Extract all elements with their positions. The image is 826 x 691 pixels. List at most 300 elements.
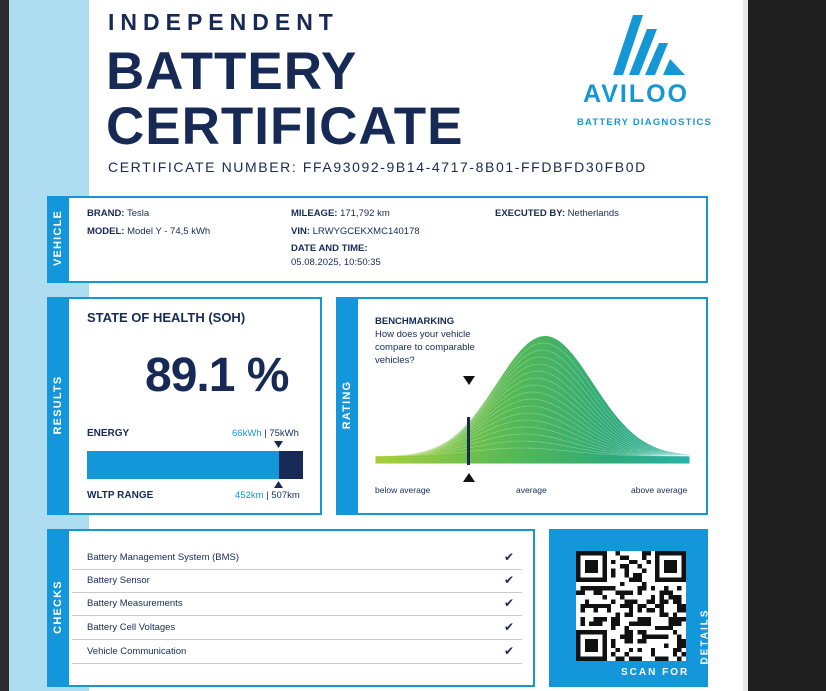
qr-module — [576, 635, 580, 639]
vin-label: VIN: — [291, 226, 310, 237]
window-left-edge — [0, 0, 9, 691]
qr-module — [629, 591, 633, 595]
qr-module — [642, 604, 646, 608]
qr-module — [651, 586, 655, 590]
model-value: Model Y - 74,5 kWh — [127, 226, 211, 237]
qr-module — [638, 617, 642, 621]
qr-module — [655, 577, 659, 581]
qr-module — [598, 591, 602, 595]
energy-label: ENERGY — [87, 428, 130, 439]
qr-module — [624, 639, 628, 643]
qr-module — [624, 564, 628, 568]
qr-module — [598, 604, 602, 608]
qr-module — [642, 586, 646, 590]
certificate-number-label: CERTIFICATE NUMBER: — [108, 159, 298, 175]
qr-module — [602, 569, 606, 573]
qr-module — [682, 639, 686, 643]
qr-module — [638, 621, 642, 625]
qr-module — [638, 586, 642, 590]
qr-module — [620, 564, 624, 568]
qr-module — [638, 591, 642, 595]
check-row — [72, 593, 522, 616]
qr-module — [629, 560, 633, 564]
qr-module — [589, 577, 593, 581]
qr-module — [668, 621, 672, 625]
qr-module — [629, 577, 633, 581]
qr-module — [677, 608, 681, 612]
qr-module — [629, 635, 633, 639]
qr-module — [646, 551, 650, 555]
brand-label: BRAND: — [87, 208, 125, 219]
qr-module — [668, 577, 672, 581]
qr-module — [633, 621, 637, 625]
qr-module — [655, 569, 659, 573]
qr-module — [638, 573, 642, 577]
qr-module — [629, 604, 633, 608]
qr-module — [576, 630, 580, 634]
range-current: 452km — [235, 490, 264, 501]
qr-module — [585, 604, 589, 608]
qr-module — [638, 577, 642, 581]
qr-module — [629, 639, 633, 643]
qr-module — [580, 591, 584, 595]
qr-module — [589, 564, 593, 568]
mileage-value: 171,792 km — [340, 208, 390, 219]
soh-bar-bottom-pointer-icon — [274, 480, 284, 490]
qr-module — [594, 591, 598, 595]
qr-module — [655, 560, 659, 564]
results-tab — [47, 297, 69, 515]
qr-module — [668, 569, 672, 573]
vehicle-tab — [47, 196, 69, 283]
qr-module — [673, 560, 677, 564]
qr-module — [677, 639, 681, 643]
check-label: Battery Sensor — [87, 575, 150, 586]
qr-module — [602, 555, 606, 559]
qr-module — [668, 626, 672, 630]
qr-module — [642, 639, 646, 643]
check-row — [72, 547, 522, 570]
benchmarking-title: BENCHMARKING — [375, 316, 455, 327]
qr-module — [673, 577, 677, 581]
qr-module — [682, 604, 686, 608]
qr-module — [677, 635, 681, 639]
qr-module — [602, 573, 606, 577]
qr-module — [602, 577, 606, 581]
checkmark-icon: ✔ — [504, 596, 515, 610]
qr-module — [594, 564, 598, 568]
title-battery: BATTERY — [106, 42, 358, 101]
executed-value: Netherlands — [567, 208, 619, 219]
certificate-number-value: FFA93092-9B14-4717-8B01-FFDBFD30FB0D — [302, 159, 647, 175]
qr-module — [611, 573, 615, 577]
qr-module — [638, 608, 642, 612]
qr-module — [576, 573, 580, 577]
check-label: Battery Cell Voltages — [87, 622, 176, 633]
qr-module — [677, 657, 681, 661]
qr-module — [655, 564, 659, 568]
qr-module — [585, 599, 589, 603]
qr-module — [580, 577, 584, 581]
qr-module — [682, 643, 686, 647]
qr-module — [673, 648, 677, 652]
qr-module — [655, 626, 659, 630]
qr-module — [616, 621, 620, 625]
qr-module — [607, 586, 611, 590]
range-values — [235, 490, 300, 501]
qr-module — [668, 560, 672, 564]
qr-module — [589, 657, 593, 661]
results-tab-label: RESULTS — [52, 375, 64, 435]
brand-value: Tesla — [126, 208, 150, 219]
window-right-background — [748, 0, 826, 691]
aviloo-wordmark: AVILOO — [583, 80, 689, 108]
qr-module — [602, 551, 606, 555]
qr-module — [620, 635, 624, 639]
qr-module — [576, 569, 580, 573]
checkmark-icon: ✔ — [504, 550, 515, 564]
qr-module — [611, 586, 615, 590]
qr-module — [598, 621, 602, 625]
qr-module — [607, 608, 611, 612]
qr-module — [589, 560, 593, 564]
qr-module — [624, 652, 628, 656]
qr-module — [576, 639, 580, 643]
qr-module — [664, 551, 668, 555]
qr-module — [624, 613, 628, 617]
qr-module — [576, 643, 580, 647]
qr-module — [642, 617, 646, 621]
qr-module — [668, 595, 672, 599]
qr-module — [624, 573, 628, 577]
vin-value: LRWYGCEKXMC140178 — [312, 226, 420, 237]
qr-module — [677, 648, 681, 652]
energy-values — [232, 428, 299, 439]
qr-module — [616, 617, 620, 621]
soh-bar-top-pointer-icon — [274, 440, 284, 450]
qr-module — [580, 657, 584, 661]
qr-module — [629, 599, 633, 603]
qr-module — [668, 591, 672, 595]
aviloo-logo-icon — [575, 5, 705, 135]
qr-module — [585, 643, 589, 647]
qr-module — [677, 643, 681, 647]
qr-module — [602, 595, 606, 599]
qr-module — [660, 551, 664, 555]
qr-module — [682, 577, 686, 581]
qr-module — [594, 648, 598, 652]
qr-module — [589, 604, 593, 608]
qr-module — [668, 564, 672, 568]
qr-module — [673, 652, 677, 656]
qr-module — [629, 613, 633, 617]
qr-module — [602, 604, 606, 608]
qr-module — [611, 560, 615, 564]
qr-module — [660, 608, 664, 612]
qr-module — [651, 599, 655, 603]
qr-module — [633, 657, 637, 661]
qr-module — [624, 599, 628, 603]
check-row — [72, 617, 522, 640]
wltp-range-label: WLTP RANGE — [87, 490, 154, 501]
qr-module — [580, 551, 584, 555]
qr-module — [576, 564, 580, 568]
soh-bar-track — [87, 451, 303, 479]
qr-module — [589, 630, 593, 634]
qr-module — [655, 604, 659, 608]
checkmark-icon: ✔ — [504, 573, 515, 587]
soh-value: 89.1 % — [145, 349, 289, 402]
qr-module — [677, 595, 681, 599]
vehicle-tab-label: VEHICLE — [52, 209, 64, 267]
checkmark-icon: ✔ — [504, 644, 515, 658]
qr-module — [629, 608, 633, 612]
checkmark-icon: ✔ — [504, 620, 515, 634]
qr-module — [585, 657, 589, 661]
qr-module — [642, 582, 646, 586]
check-label: Battery Management System (BMS) — [87, 552, 240, 563]
qr-module — [624, 635, 628, 639]
qr-module — [624, 630, 628, 634]
vehicle-brand — [87, 208, 149, 219]
soh-title: STATE OF HEALTH (SOH) — [87, 310, 246, 325]
qr-module — [642, 630, 646, 634]
qr-module — [668, 617, 672, 621]
qr-module — [664, 657, 668, 661]
qr-module — [660, 595, 664, 599]
qr-module — [624, 591, 628, 595]
qr-module — [616, 551, 620, 555]
qr-module — [594, 604, 598, 608]
qr-module — [677, 577, 681, 581]
qr-module — [660, 591, 664, 595]
qr-module — [655, 573, 659, 577]
qr-panel[interactable] — [549, 529, 711, 687]
qr-module — [646, 560, 650, 564]
certificate-number — [108, 159, 647, 175]
qr-module — [589, 648, 593, 652]
qr-module — [594, 586, 598, 590]
qr-module — [620, 657, 624, 661]
executed-label: EXECUTED BY: — [495, 208, 566, 219]
benchmark-top-marker-icon — [462, 375, 476, 387]
qr-module — [585, 564, 589, 568]
qr-module — [585, 569, 589, 573]
qr-module — [576, 657, 580, 661]
qr-module — [660, 657, 664, 661]
qr-module — [651, 648, 655, 652]
qr-module — [664, 586, 668, 590]
qr-module — [646, 599, 650, 603]
qr-module — [589, 586, 593, 590]
qr-module — [660, 635, 664, 639]
qr-module — [629, 630, 633, 634]
qr-module — [602, 630, 606, 634]
check-row — [72, 641, 522, 664]
qr-module — [682, 560, 686, 564]
range-total: 507km — [271, 490, 300, 501]
qr-module — [673, 617, 677, 621]
qr-module — [673, 621, 677, 625]
qr-module — [594, 560, 598, 564]
qr-module — [655, 657, 659, 661]
qr-module — [598, 577, 602, 581]
qr-module — [651, 595, 655, 599]
qr-module — [624, 604, 628, 608]
qr-module — [673, 630, 677, 634]
qr-module — [580, 586, 584, 590]
qr-module — [602, 586, 606, 590]
qr-module — [576, 648, 580, 652]
qr-module — [646, 617, 650, 621]
qr-module — [677, 621, 681, 625]
qr-module — [682, 564, 686, 568]
qr-module — [633, 599, 637, 603]
qr-module — [682, 573, 686, 577]
vehicle-vin — [291, 226, 420, 237]
qr-module — [576, 555, 580, 559]
check-label: Vehicle Communication — [87, 646, 187, 657]
qr-module — [602, 635, 606, 639]
qr-module — [611, 599, 615, 603]
date-value: 05.08.2025, 10:50:35 — [291, 257, 381, 268]
qr-module — [598, 551, 602, 555]
qr-module — [602, 617, 606, 621]
qr-module — [655, 551, 659, 555]
qr-module — [611, 569, 615, 573]
energy-current: 66kWh — [232, 428, 262, 439]
qr-module — [677, 599, 681, 603]
check-row — [72, 570, 522, 593]
qr-module — [602, 643, 606, 647]
qr-module — [620, 604, 624, 608]
qr-module — [616, 591, 620, 595]
qr-module — [651, 652, 655, 656]
vehicle-mileage — [291, 208, 390, 219]
details-label: DETAILS — [699, 608, 711, 665]
qr-module — [589, 551, 593, 555]
qr-module — [646, 608, 650, 612]
qr-module — [616, 657, 620, 661]
qr-module — [594, 621, 598, 625]
qr-module — [580, 604, 584, 608]
qr-module — [602, 564, 606, 568]
qr-module — [589, 643, 593, 647]
benchmarking-question: How does your vehicle compare to comparable vehicles? — [375, 329, 475, 366]
qr-module — [660, 626, 664, 630]
qr-module — [629, 621, 633, 625]
qr-module — [598, 657, 602, 661]
qr-module — [594, 551, 598, 555]
qr-module — [607, 604, 611, 608]
qr-code-icon[interactable] — [576, 551, 686, 661]
qr-module — [611, 621, 615, 625]
qr-module — [594, 569, 598, 573]
qr-module — [642, 551, 646, 555]
qr-module — [682, 617, 686, 621]
qr-module — [594, 608, 598, 612]
qr-module — [585, 648, 589, 652]
qr-module — [585, 560, 589, 564]
qr-module — [682, 569, 686, 573]
vehicle-executed-by — [495, 208, 619, 219]
qr-module — [642, 621, 646, 625]
qr-module — [580, 621, 584, 625]
qr-module — [585, 586, 589, 590]
benchmark-bottom-marker-icon — [462, 472, 476, 484]
qr-module — [594, 630, 598, 634]
soh-bar-fill — [87, 451, 279, 479]
qr-module — [638, 604, 642, 608]
rating-tab — [336, 297, 358, 515]
qr-module — [616, 648, 620, 652]
qr-module — [585, 639, 589, 643]
qr-module — [677, 586, 681, 590]
mileage-label: MILEAGE: — [291, 208, 338, 219]
qr-module — [633, 573, 637, 577]
qr-module — [677, 551, 681, 555]
check-label: Battery Measurements — [87, 598, 183, 609]
results-panel — [69, 297, 322, 515]
qr-module — [585, 551, 589, 555]
qr-module — [611, 617, 615, 621]
axis-above-average: above average — [631, 485, 688, 495]
qr-module — [664, 643, 668, 647]
qr-module — [673, 551, 677, 555]
qr-module — [655, 555, 659, 559]
qr-module — [589, 621, 593, 625]
qr-module — [620, 582, 624, 586]
qr-module — [594, 657, 598, 661]
qr-module — [673, 595, 677, 599]
qr-module — [638, 564, 642, 568]
energy-separator: | — [261, 428, 270, 439]
qr-module — [594, 643, 598, 647]
qr-module — [602, 657, 606, 661]
qr-module — [598, 617, 602, 621]
qr-module — [682, 652, 686, 656]
qr-module — [673, 569, 677, 573]
qr-module — [638, 648, 642, 652]
qr-module — [602, 560, 606, 564]
qr-module — [585, 577, 589, 581]
range-separator: | — [263, 490, 272, 501]
qr-module — [673, 564, 677, 568]
qr-module — [602, 648, 606, 652]
qr-module — [598, 586, 602, 590]
aviloo-subtitle: BATTERY DIAGNOSTICS — [577, 117, 713, 128]
qr-module — [646, 621, 650, 625]
qr-module — [642, 635, 646, 639]
qr-module — [664, 564, 668, 568]
qr-module — [624, 555, 628, 559]
qr-module — [664, 599, 668, 603]
qr-module — [629, 657, 633, 661]
qr-module — [660, 577, 664, 581]
qr-module — [664, 591, 668, 595]
qr-module — [664, 613, 668, 617]
qr-module — [611, 652, 615, 656]
vehicle-model — [87, 226, 210, 237]
qr-module — [616, 613, 620, 617]
qr-module — [664, 577, 668, 581]
qr-module — [633, 560, 637, 564]
qr-module — [664, 569, 668, 573]
qr-module — [642, 555, 646, 559]
qr-module — [611, 626, 615, 630]
qr-module — [638, 657, 642, 661]
qr-module — [576, 577, 580, 581]
